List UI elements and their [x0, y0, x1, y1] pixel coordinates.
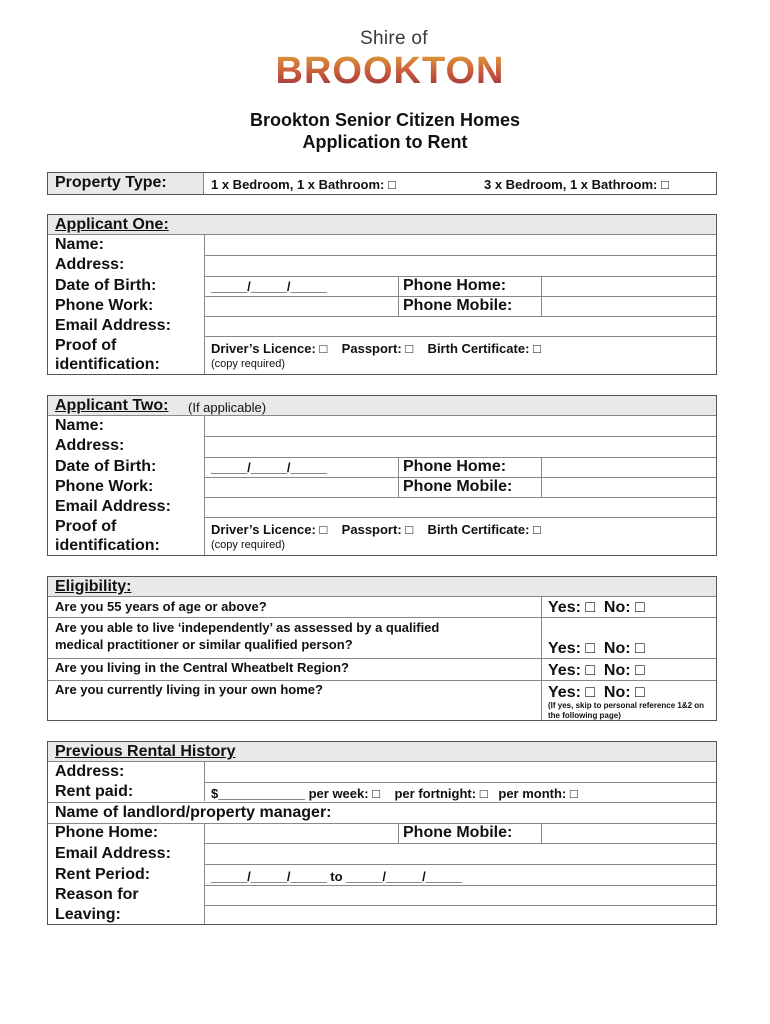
dob-label: Date of Birth: [55, 458, 157, 475]
rent-paid-label: Rent paid: [55, 783, 134, 800]
yes-no-independent[interactable]: Yes: □ No: □ [548, 640, 645, 657]
eligibility-section [47, 576, 717, 721]
phone-home-label: Phone Home: [403, 277, 507, 294]
phone-home-label: Phone Home: [55, 824, 159, 841]
phone-home-label: Phone Home: [403, 458, 507, 475]
applicant-two-section [47, 395, 717, 556]
reason-label: Reason for [55, 886, 139, 903]
question-own-home: Are you currently living in your own home? [55, 682, 323, 697]
phone-mobile-label: Phone Mobile: [403, 824, 513, 841]
proof-label: Proof of [55, 518, 117, 535]
copy-required-note: (copy required) [211, 539, 285, 551]
applicant-one-heading: Applicant One: [55, 216, 169, 233]
form-title: Brookton Senior Citizen Homes [249, 110, 521, 130]
question-region: Are you living in the Central Wheatbelt Region? [55, 660, 349, 675]
rent-period-input[interactable]: _____/_____/_____ to _____/_____/_____ [211, 869, 462, 884]
id-checkboxes[interactable]: Driver’s Licence: □ Passport: □ Birth Certificate: □ [211, 341, 541, 356]
shire-logo [270, 28, 510, 92]
address-label: Address: [55, 763, 125, 780]
phone-mobile-label: Phone Mobile: [403, 297, 513, 314]
applicant-two-heading: Applicant Two: [55, 397, 169, 414]
copy-required-note: (copy required) [211, 358, 285, 370]
rent-paid-input[interactable]: $____________ per week: □ per fortnight: □ per month: □ [211, 786, 578, 801]
yes-no-region[interactable]: Yes: □ No: □ [548, 662, 645, 679]
email-label: Email Address: [55, 317, 171, 334]
dob-input[interactable]: _____/_____/_____ [211, 279, 327, 294]
dob-label: Date of Birth: [55, 277, 157, 294]
applicant-one-section [47, 214, 717, 375]
rental-history-heading: Previous Rental History [55, 743, 236, 760]
address-label: Address: [55, 437, 125, 454]
name-label: Name: [55, 417, 104, 434]
question-independent: Are you able to live ‘independently’ as assessed by a qualified [55, 620, 440, 635]
phone-mobile-label: Phone Mobile: [403, 478, 513, 495]
option-3-bedroom[interactable]: 3 x Bedroom, 1 x Bathroom: □ [484, 177, 669, 192]
identification-label: identification: [55, 537, 160, 554]
logo-main-text: BROOKTON [275, 50, 505, 90]
question-independent-cont: medical practitioner or similar qualified person? [55, 637, 353, 652]
proof-label: Proof of [55, 337, 117, 354]
leaving-label: Leaving: [55, 906, 121, 923]
yes-no-age[interactable]: Yes: □ No: □ [548, 599, 645, 616]
option-1-bedroom[interactable]: 1 x Bedroom, 1 x Bathroom: □ [211, 177, 396, 192]
address-label: Address: [55, 256, 125, 273]
phone-work-label: Phone Work: [55, 297, 154, 314]
rent-period-label: Rent Period: [55, 866, 151, 883]
rental-history-section [47, 741, 717, 925]
property-type-label: Property Type: [55, 174, 167, 191]
email-label: Email Address: [55, 498, 171, 515]
logo-top-text: Shire of [360, 28, 428, 49]
logo-wordmark [270, 50, 510, 90]
eligibility-heading: Eligibility: [55, 578, 132, 595]
phone-work-label: Phone Work: [55, 478, 154, 495]
form-subtitle: Application to Rent [302, 132, 468, 152]
skip-note: (If yes, skip to personal reference 1&2 on the following page) [548, 701, 705, 720]
if-applicable-note: (If applicable) [188, 400, 267, 415]
dob-input[interactable]: _____/_____/_____ [211, 460, 327, 475]
identification-label: identification: [55, 356, 160, 373]
property-type-row [47, 172, 717, 195]
question-age: Are you 55 years of age or above? [55, 599, 267, 614]
yes-no-own-home[interactable]: Yes: □ No: □ [548, 684, 645, 701]
landlord-label: Name of landlord/property manager: [55, 804, 332, 821]
name-label: Name: [55, 236, 104, 253]
id-checkboxes[interactable]: Driver’s Licence: □ Passport: □ Birth Certificate: □ [211, 522, 541, 537]
email-label: Email Address: [55, 845, 171, 862]
